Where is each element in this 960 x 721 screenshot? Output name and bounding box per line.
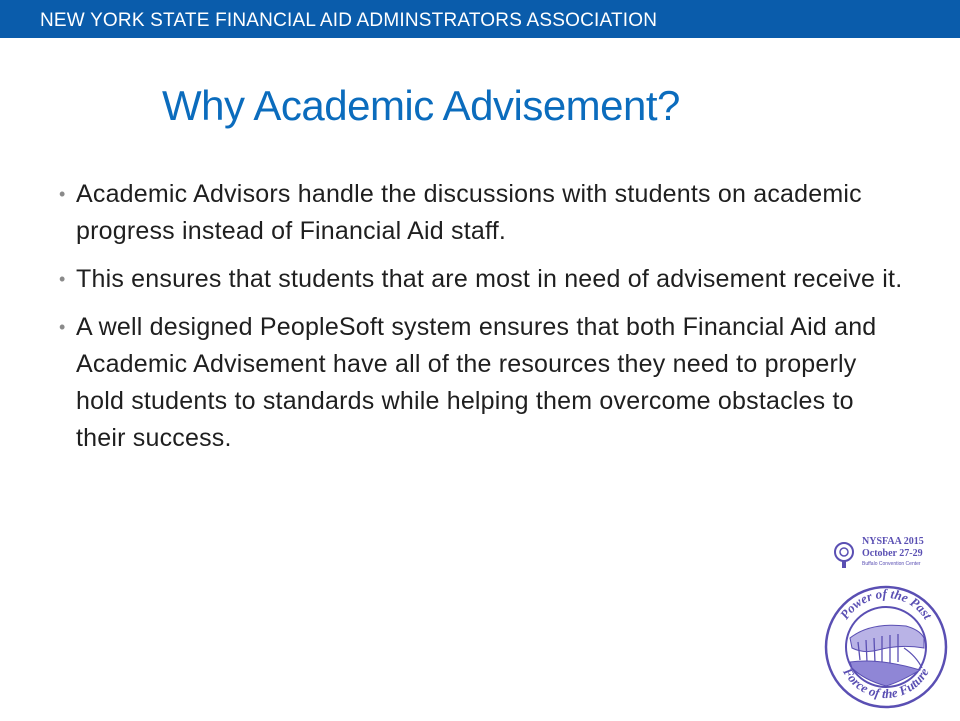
header-bar (0, 0, 960, 38)
conference-seal-icon (820, 530, 952, 716)
logo-venue: Buffalo Convention Center (862, 561, 921, 567)
bullet-item (58, 176, 908, 250)
logo-motto-bottom: Force of the Future (840, 665, 932, 702)
bullet-text: A well designed PeopleSoft system ensures that both Financial Aid and Academic Advisement have all of the resources they need to properly hold students to standards while helping them overcome obstacles to their success. (76, 313, 877, 452)
logo-dates: October 27-29 (862, 548, 923, 559)
bullet-dot-icon: • (59, 317, 66, 337)
organization-name: NEW YORK STATE FINANCIAL AID ADMINSTRATORS ASSOCIATION (40, 10, 658, 31)
bullet-list (58, 176, 908, 468)
nysfaa-2015-logo (820, 530, 952, 716)
logo-motto-top: Power of the Past (836, 585, 936, 622)
logo-event: NYSFAA 2015 (862, 536, 924, 547)
bullet-text: This ensures that students that are most in need of advisement receive it. (76, 265, 903, 293)
bullet-dot-icon: • (59, 184, 66, 204)
bullet-text: Academic Advisors handle the discussions with students on academic progress instead of Financial Aid staff. (76, 180, 862, 245)
bullet-dot-icon: • (59, 269, 66, 289)
slide-title: Why Academic Advisement? (162, 82, 680, 129)
bullet-item (58, 261, 908, 298)
bullet-item (58, 309, 908, 457)
